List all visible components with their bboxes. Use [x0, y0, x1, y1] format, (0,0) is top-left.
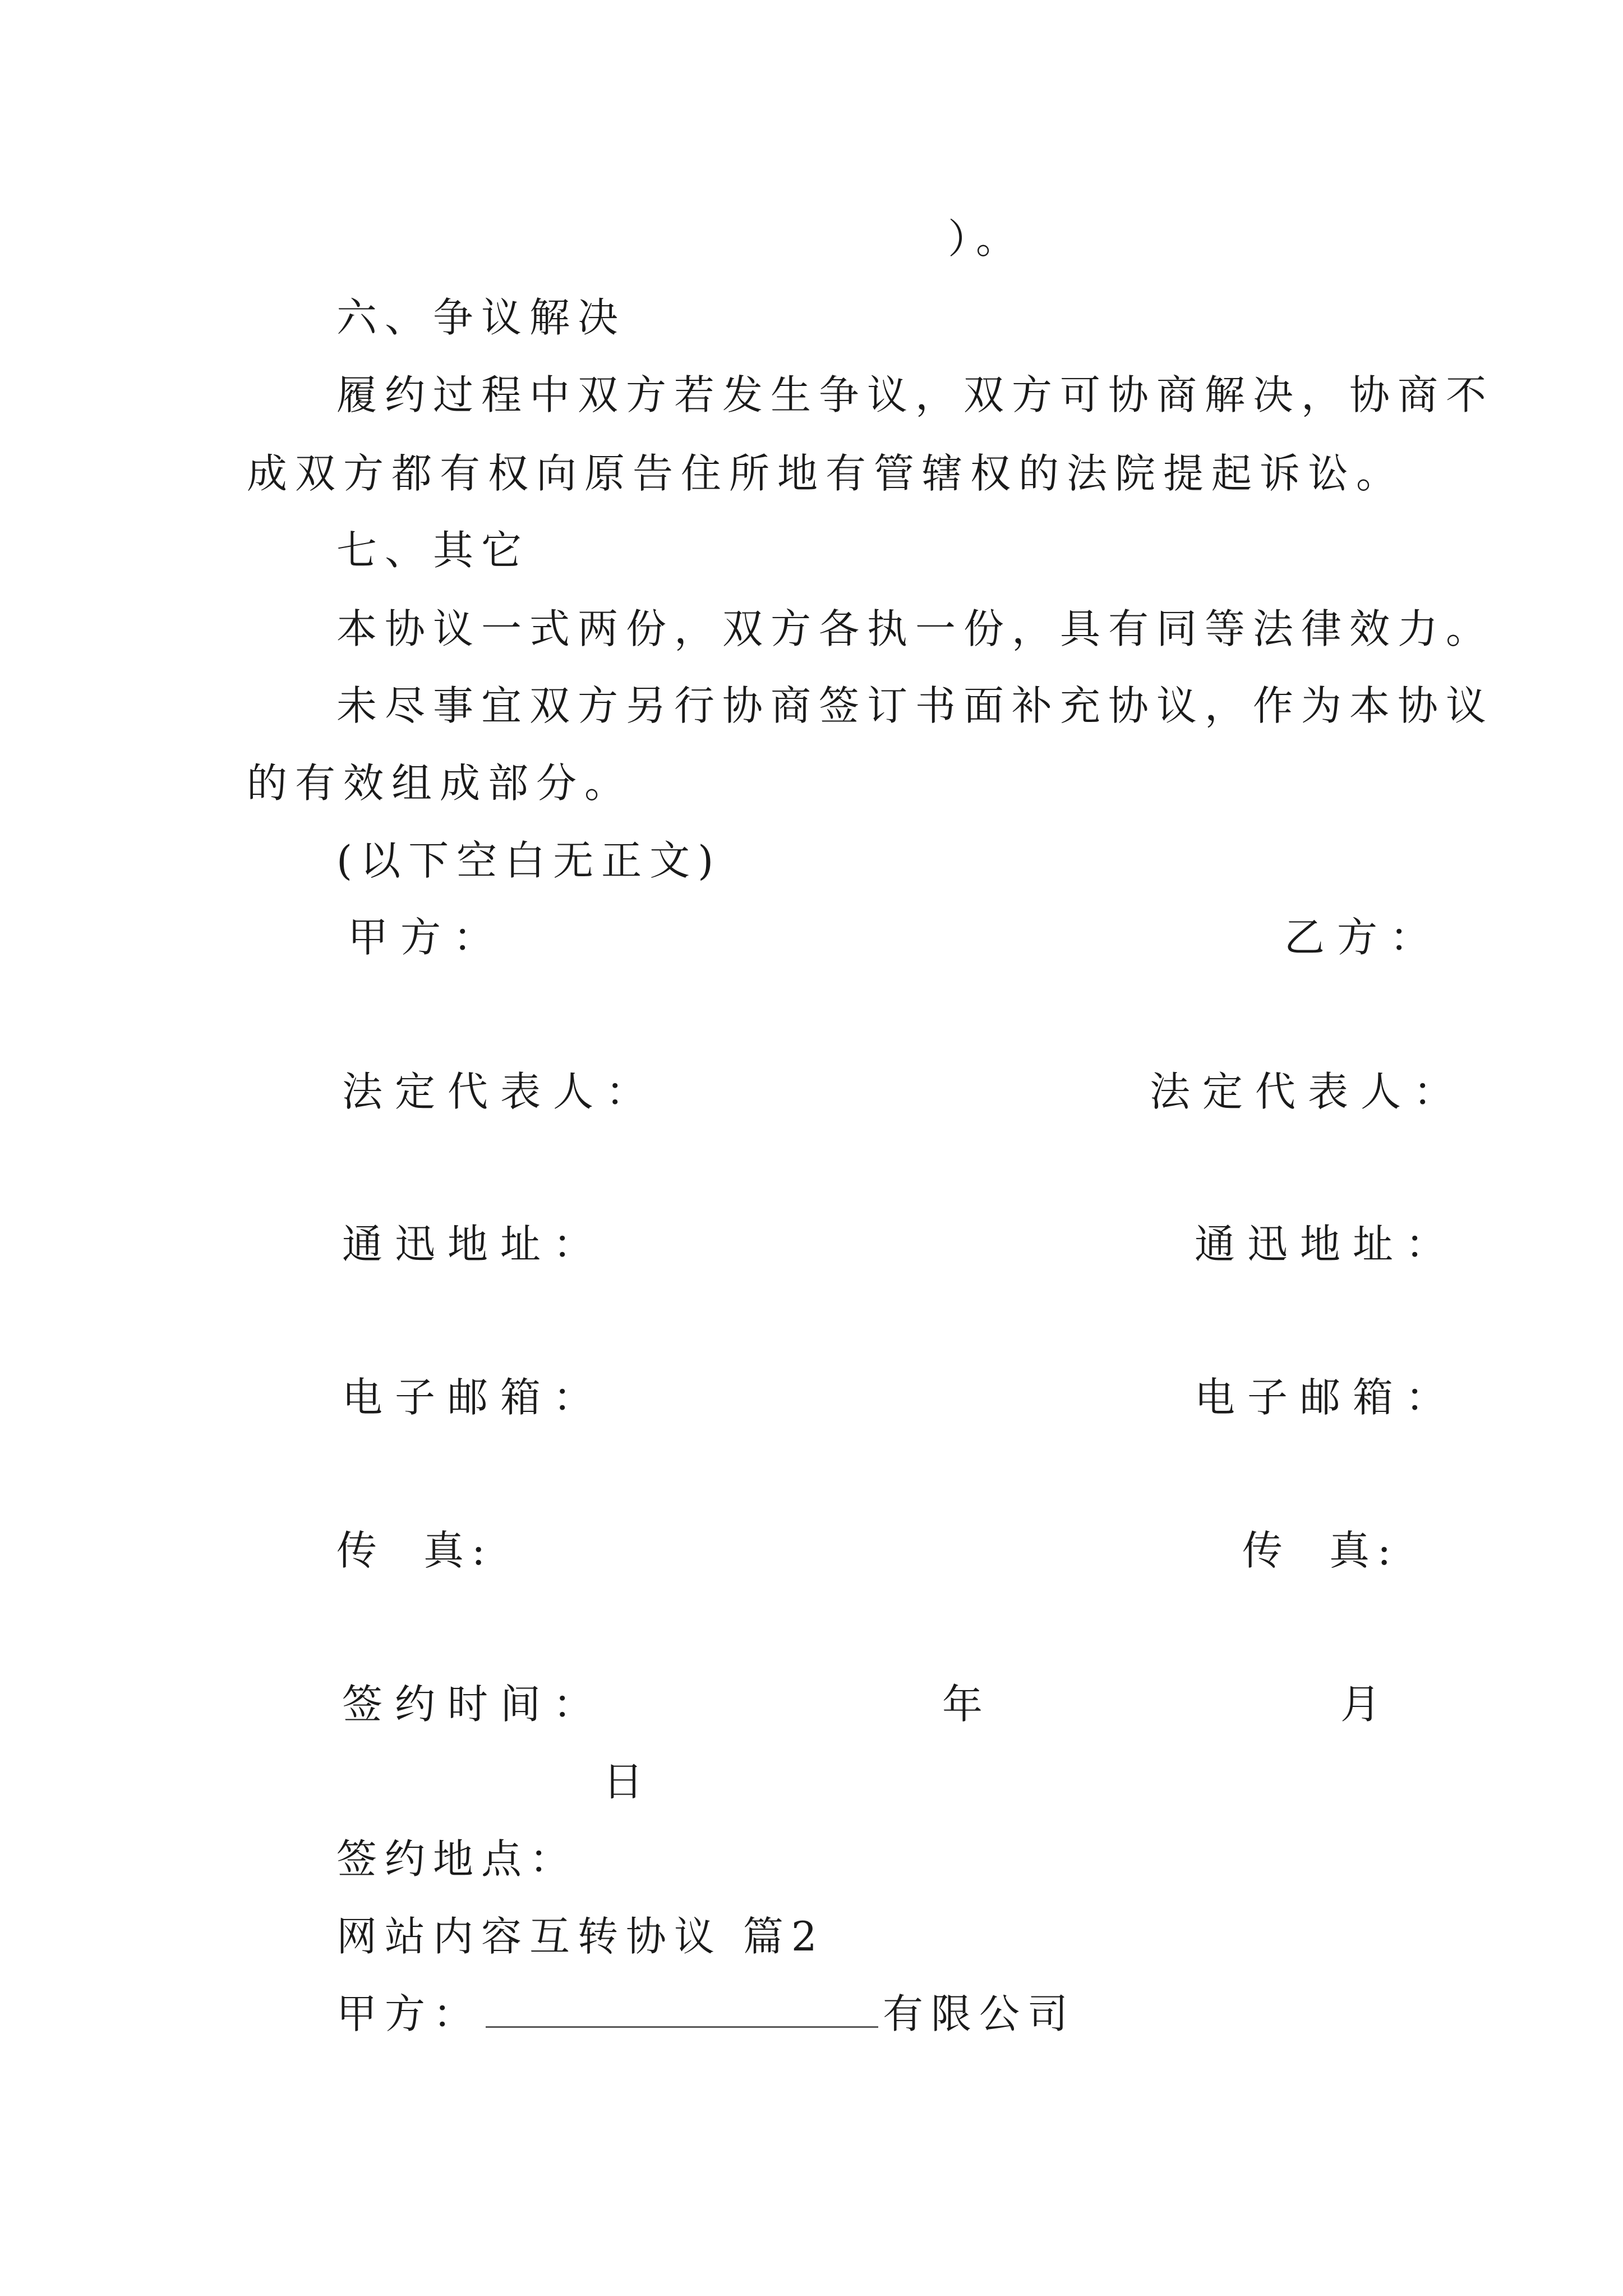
sign-time-label: 签约时间：	[342, 1681, 606, 1728]
section-6-title: 六、争议解决	[336, 294, 626, 341]
section-6-paragraph-line-2: 成双方都有权向原告住所地有管辖权的法院提起诉讼。	[247, 450, 1405, 497]
fax-b-label-char-1: 传	[1242, 1527, 1291, 1574]
address-a-label: 通迅地址：	[342, 1221, 606, 1268]
next-doc-party-a-suffix: 有限公司	[883, 1990, 1076, 2037]
fax-a-label-char-2: 真:	[423, 1527, 494, 1574]
party-b-label: 乙方：	[1284, 914, 1443, 961]
legal-rep-a-label: 法定代表人：	[342, 1068, 659, 1115]
closing-paren: ）。	[948, 215, 1025, 263]
section-7-paragraph-2-line-1: 未尽事宜双方另行协商签订书面补充协议，作为本协议	[336, 682, 1495, 729]
sign-time-day: 日	[603, 1758, 652, 1805]
next-doc-title: 网站内容互转协议 篇2	[336, 1913, 825, 1960]
email-a-label: 电子邮箱：	[342, 1374, 606, 1421]
sign-place-label: 签约地点：	[336, 1835, 578, 1883]
address-b-label: 通迅地址：	[1195, 1221, 1459, 1268]
fax-b-label-char-2: 真:	[1329, 1527, 1399, 1574]
section-7-paragraph-2-line-2: 的有效组成部分。	[247, 760, 633, 807]
sign-time-month: 月	[1340, 1681, 1389, 1728]
next-doc-party-a	[336, 1990, 1076, 2037]
section-6-paragraph-line-1: 履约过程中双方若发生争议，双方可协商解决，协商不	[336, 371, 1495, 418]
next-doc-party-a-blank-line	[486, 1993, 878, 2028]
section-7-title: 七、其它	[336, 527, 530, 574]
legal-rep-b-label: 法定代表人：	[1150, 1068, 1467, 1115]
next-doc-party-a-label: 甲方：	[336, 1990, 482, 2037]
party-a-label: 甲方：	[348, 914, 506, 961]
fax-a-label-char-1: 传	[336, 1527, 385, 1574]
blank-note: (以下空白无正文)	[336, 837, 722, 884]
email-b-label: 电子邮箱：	[1195, 1374, 1459, 1421]
sign-time-year: 年	[942, 1681, 991, 1728]
section-7-paragraph-1: 本协议一式两份，双方各执一份，具有同等法律效力。	[336, 605, 1495, 652]
